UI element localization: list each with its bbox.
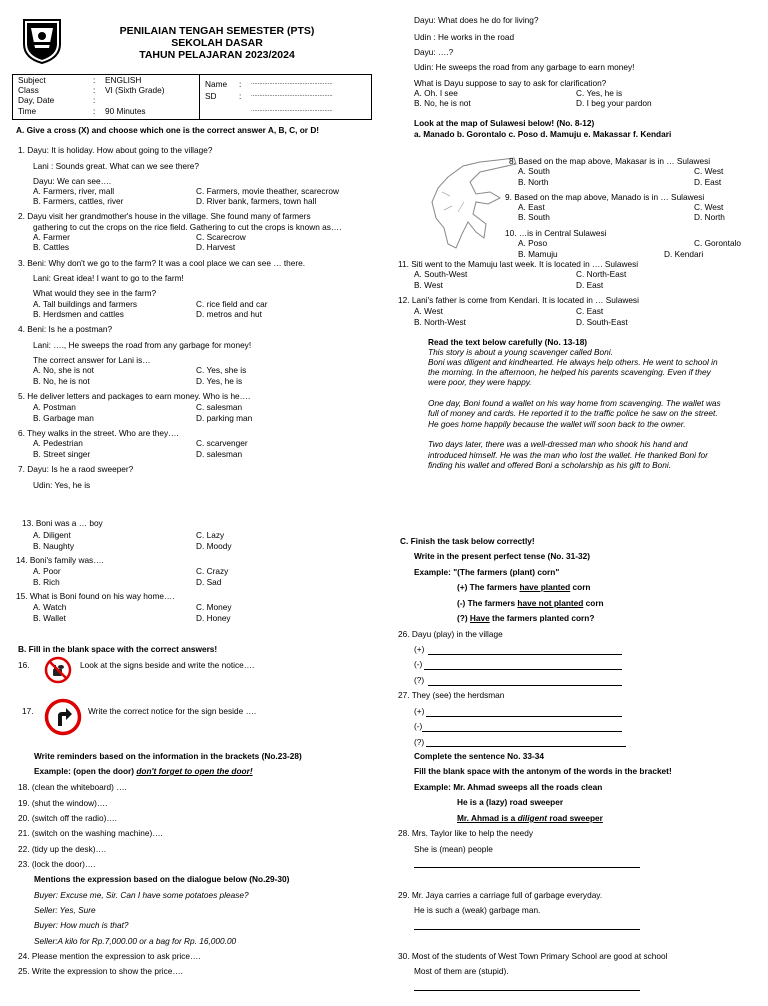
q6-option-a[interactable]: A. Pedestrian	[33, 438, 83, 448]
q6-option-c[interactable]: C. scarvenger	[196, 438, 248, 448]
antonym-example-line3: Mr. Ahmad is a diligent road sweeper	[457, 813, 603, 823]
q13-option-c[interactable]: C. Lazy	[196, 530, 225, 540]
q29-text: 29. Mr. Jaya carries a carriage full of garbage everyday.	[398, 890, 603, 900]
q6-line1: 6. They walks in the street. Who are they….	[18, 428, 179, 438]
dialogue-line4: Seller:A kilo for Rp.7,000.00 or a bag for Rp. 16,000.00	[34, 936, 237, 946]
q29-answer-line[interactable]	[414, 929, 640, 930]
q27-positive-answer-line[interactable]	[426, 716, 622, 717]
sd-label: SD	[205, 91, 217, 101]
class-value: VI (Sixth Grade)	[105, 85, 165, 95]
q30-text: 30. Most of the students of West Town Primary School are good at school	[398, 951, 668, 961]
q16-text: Look at the signs beside and write the notice….	[80, 660, 255, 670]
example-negative: (-) The farmers have not planted corn	[457, 598, 604, 608]
q11-option-a[interactable]: A. South-West	[414, 269, 468, 279]
reading-title: Read the text below carefully (No. 13-18)	[428, 337, 588, 347]
extra-field[interactable]: .................................................	[251, 107, 333, 113]
q4-option-b[interactable]: B. No, he is not	[33, 376, 90, 386]
name-field[interactable]: .................................................	[251, 80, 333, 86]
q9-question: 9. Based on the map above, Manado is in … Sulawesi	[505, 192, 705, 202]
subject-label: Subject	[18, 75, 46, 85]
reading-p3-line1: Two days later, there was a well-dressed man who shook his hand and	[428, 439, 688, 449]
q10-question: 10. …is in Central Sulawesi	[505, 228, 607, 238]
q9-option-c[interactable]: C. West	[694, 202, 724, 212]
time-value: 90 Minutes	[105, 106, 146, 116]
q1-line3: Dayu: We can see….	[33, 176, 112, 186]
q13-question: 13. Boni was a … boy	[22, 518, 103, 528]
header-line3: TAHUN PELAJARAN 2023/2024	[139, 49, 295, 61]
q26-text: 26. Dayu (play) in the village	[398, 629, 503, 639]
q1-option-a[interactable]: A. Farmers, river, mall	[33, 186, 115, 196]
q2-option-b[interactable]: B. Cattles	[33, 242, 69, 252]
q14-option-a[interactable]: A. Poor	[33, 566, 61, 576]
q13-option-b[interactable]: B. Naughty	[33, 541, 75, 551]
q14-option-c[interactable]: C. Crazy	[196, 566, 229, 576]
q26-question-answer-line[interactable]	[428, 685, 622, 686]
rt-option-d[interactable]: D. I beg your pardon	[576, 98, 652, 108]
subject-value: ENGLISH	[105, 75, 142, 85]
q8-option-d[interactable]: D. East	[694, 177, 722, 187]
q11-option-b[interactable]: B. West	[414, 280, 443, 290]
q5-line1: 5. He deliver letters and packages to earn money. Who is he….	[18, 391, 251, 401]
section-c-example: Example: "(The farmers (plant) corn"	[414, 567, 560, 577]
q1-option-b[interactable]: B. Farmers, cattles, river	[33, 196, 124, 206]
q9-option-b[interactable]: B. South	[518, 212, 550, 222]
reading-p2-line2: full of money and cards. He reported it to the traffic police he saw on the street.	[428, 408, 718, 418]
q28-answer-line[interactable]	[414, 867, 640, 868]
q20-text: 20. (switch off the radio)….	[18, 813, 117, 823]
q4-line2: Lani: …., He sweeps the road from any garbage for money!	[33, 340, 252, 350]
q5-option-a[interactable]: A. Postman	[33, 402, 76, 412]
q4-line3: The correct answer for Lani is…	[33, 355, 151, 365]
q4-line1: 4. Beni: Is he a postman?	[18, 324, 113, 334]
rt-line4: Udin: He sweeps the road from any garbage to earn money!	[414, 62, 635, 72]
q28-text: 28. Mrs. Taylor like to help the needy	[398, 828, 533, 838]
reading-p2-line1: One day, Boni found a wallet on his way home from scavenging. The wallet was	[428, 398, 721, 408]
q23-text: 23. (lock the door)….	[18, 859, 96, 869]
q12-option-d[interactable]: D. South-East	[576, 317, 628, 327]
q13-option-a[interactable]: A. Diligent	[33, 530, 71, 540]
q21-text: 21. (switch on the washing machine)….	[18, 828, 163, 838]
q2-option-c[interactable]: C. Scarecrow	[196, 232, 246, 242]
q12-question: 12. Lani's father is come from Kendari. It is located in … Sulawesi	[398, 295, 639, 305]
map-title: Look at the map of Sulawesi below! (No. 8-12)	[414, 118, 595, 128]
reading-p3-line2: introduced himself. He was the man who lost the wallet. He thanked Boni for	[428, 450, 708, 460]
q10-option-a[interactable]: A. Poso	[518, 238, 548, 248]
q29-sentence: He is such a (weak) garbage man.	[414, 905, 541, 915]
time-label: Time	[18, 106, 37, 116]
reading-p3-line3: finding his wallet and offered Boni a scholarship as his gift to Boni.	[428, 460, 672, 470]
q22-text: 22. (tidy up the desk)….	[18, 844, 107, 854]
q13-option-d[interactable]: D. Moody	[196, 541, 232, 551]
sulawesi-map	[418, 152, 518, 252]
q8-option-a[interactable]: A. South	[518, 166, 550, 176]
q12-option-a[interactable]: A. West	[414, 306, 443, 316]
q2-option-a[interactable]: A. Farmer	[33, 232, 70, 242]
q30-answer-line[interactable]	[414, 990, 640, 991]
antonym-example: Example: Mr. Ahmad sweeps all the roads clean	[414, 782, 603, 792]
q27-negative-answer-line[interactable]	[422, 731, 622, 732]
q26-negative-answer-line[interactable]	[424, 669, 622, 670]
q4-option-c[interactable]: C. Yes, she is	[196, 365, 247, 375]
no-food-sign-icon	[44, 656, 72, 684]
q11-option-c[interactable]: C. North-East	[576, 269, 627, 279]
dialogue-line1: Buyer: Excuse me, Sir. Can I have some potatoes please?	[34, 890, 249, 900]
dialogue-line2: Seller: Yes, Sure	[34, 905, 96, 915]
q27-question-answer-line[interactable]	[426, 746, 626, 747]
q8-option-b[interactable]: B. North	[518, 177, 549, 187]
rt-option-c[interactable]: C. Yes, he is	[576, 88, 623, 98]
sd-field[interactable]: .................................................	[251, 92, 333, 98]
q15-option-b[interactable]: B. Wallet	[33, 613, 66, 623]
rt-option-b[interactable]: B. No, he is not	[414, 98, 471, 108]
q15-option-c[interactable]: C. Money	[196, 602, 232, 612]
q8-option-c[interactable]: C. West	[694, 166, 724, 176]
section-c-subtitle: Write in the present perfect tense (No. 31-32)	[414, 551, 590, 561]
q19-text: 19. (shut the window)….	[18, 798, 108, 808]
section-a-title: A. Give a cross (X) and choose which one is the correct answer A, B, C, or D!	[16, 125, 320, 135]
rt-line5: What is Dayu suppose to say to ask for clarification?	[414, 78, 607, 88]
q3-line3: What would they see in the farm?	[33, 288, 157, 298]
school-logo	[22, 18, 62, 64]
q4-option-a[interactable]: A. No, she is not	[33, 365, 94, 375]
q11-option-d[interactable]: D. East	[576, 280, 604, 290]
q1-option-c[interactable]: C. Farmers, movie theather, scarecrow	[196, 186, 339, 196]
header-line2: SEKOLAH DASAR	[171, 37, 263, 49]
q28-sentence: She is (mean) people	[414, 844, 493, 854]
q27-text: 27. They (see) the herdsman	[398, 690, 505, 700]
q15-question: 15. What is Boni found on his way home….	[16, 591, 175, 601]
q8-question: 8. Based on the map above, Makasar is in … Sulawesi	[509, 156, 711, 166]
reading-p2-line3: He goes home happily because the wallet will soon back to the owner.	[428, 419, 686, 429]
q5-option-d[interactable]: D. parking man	[196, 413, 253, 423]
antonym-title: Fill the blank space with the antonym of the words in the bracket!	[414, 766, 672, 776]
q3-line2: Lani: Great idea! I want to go to the farm!	[33, 273, 184, 283]
reading-p1-line1: This story is about a young scavenger called Boni.	[428, 347, 613, 357]
q3-line1: 3. Beni: Why don't we go to the farm? It was a cool place we can see … there.	[18, 258, 306, 268]
class-label: Class	[18, 85, 39, 95]
rt-line1: Dayu: What does he do for living?	[414, 15, 539, 25]
q1-option-d[interactable]: D. River bank, farmers, town hall	[196, 196, 317, 206]
q3-option-b[interactable]: B. Herdsmen and cattles	[33, 309, 124, 319]
q3-option-d[interactable]: D. metros and hut	[196, 309, 262, 319]
q10-option-d[interactable]: D. Kendari	[664, 249, 704, 259]
q6-option-b[interactable]: B. Street singer	[33, 449, 91, 459]
rt-option-a[interactable]: A. Oh. I see	[414, 88, 458, 98]
reminders-example: Example: (open the door) don't forget to open the door!	[34, 766, 253, 776]
q9-option-d[interactable]: D. North	[694, 212, 725, 222]
expression-title: Mentions the expression based on the dialogue below (No.29-30)	[34, 874, 290, 884]
q5-option-b[interactable]: B. Garbage man	[33, 413, 94, 423]
q1-line1: 1. Dayu: It is holiday. How about going to the village?	[18, 145, 213, 155]
q24-text: 24. Please mention the expression to ask price….	[18, 951, 201, 961]
q30-sentence: Most of them are (stupid).	[414, 966, 509, 976]
q18-text: 18. (clean the whiteboard) ….	[18, 782, 127, 792]
section-b-title: B. Fill in the blank space with the correct answers!	[18, 644, 218, 654]
q7-line2: Udin: Yes, he is	[33, 480, 91, 490]
q10-option-c[interactable]: C. Gorontalo	[694, 238, 742, 248]
reading-p1-line2: Boni was diligent and kindhearted. He always help others. He went to school in	[428, 357, 718, 367]
q14-option-d[interactable]: D. Sad	[196, 577, 222, 587]
q25-text: 25. Write the expression to show the price….	[18, 966, 183, 976]
header-line1: PENILAIAN TENGAH SEMESTER (PTS)	[119, 25, 315, 37]
q3-option-c[interactable]: C. rice field and car	[196, 299, 268, 309]
q11-question: 11. Siti went to the Mamuju last week. It is located in …. Sulawesi	[398, 259, 639, 269]
q15-option-d[interactable]: D. Honey	[196, 613, 231, 623]
q14-question: 14. Boni's family was….	[16, 555, 104, 565]
q6-option-d[interactable]: D. salesman	[196, 449, 243, 459]
q1-line2: Lani : Sounds great. What can we see there?	[33, 161, 200, 171]
map-options: a. Manado b. Gorontalo c. Poso d. Mamuju e. Makassar f. Kendari	[414, 129, 672, 139]
no-right-turn-sign-icon	[44, 698, 82, 736]
q2-option-d[interactable]: D. Harvest	[196, 242, 236, 252]
rt-line2: Udin : He works in the road	[414, 32, 515, 42]
example-question: (?) Have the farmers planted corn?	[457, 613, 595, 623]
q4-option-d[interactable]: D. Yes, he is	[196, 376, 243, 386]
q14-option-b[interactable]: B. Rich	[33, 577, 60, 587]
name-label: Name	[205, 79, 228, 89]
dialogue-line3: Buyer: How much is that?	[34, 920, 129, 930]
antonym-example-line2: He is a (lazy) road sweeper	[457, 797, 564, 807]
q9-option-a[interactable]: A. East	[518, 202, 545, 212]
complete-title: Complete the sentence No. 33-34	[414, 751, 545, 761]
q26-positive-answer-line[interactable]	[428, 654, 622, 655]
example-positive: (+) The farmers have planted corn	[457, 582, 591, 592]
day-label: Day, Date	[18, 95, 55, 105]
q12-option-b[interactable]: B. North-West	[414, 317, 466, 327]
reminders-title: Write reminders based on the information in the brackets (No.23-28)	[34, 751, 302, 761]
rt-line3: Dayu: ….?	[414, 47, 454, 57]
q2-line2: gathering to cut the crops on the rice field. Gathering to cut the crops is known as….	[33, 222, 342, 232]
section-c-title: C. Finish the task below correctly!	[400, 536, 535, 546]
q3-option-a[interactable]: A. Tall buildings and farmers	[33, 299, 138, 309]
q12-option-c[interactable]: C. East	[576, 306, 604, 316]
q2-line1: 2. Dayu visit her grandmother's house in the village. She found many of farmers	[18, 211, 311, 221]
reading-p1-line4: were poor, they were happy.	[428, 377, 532, 387]
student-info-box: Subject : ENGLISH Class : VI (Sixth Grade) Day, Date : Time : 90 Minutes Name : ................................................. SD : ................................................. .................................................	[12, 74, 372, 120]
q17-text: Write the correct notice for the sign beside ….	[88, 706, 257, 716]
q7-line1: 7. Dayu: Is he a raod sweeper?	[18, 464, 134, 474]
reading-p1-line3: the morning. In the afternoon, he helped his parents scavenging. Even if they	[428, 367, 711, 377]
q5-option-c[interactable]: C. salesman	[196, 402, 243, 412]
q10-option-b[interactable]: B. Mamuju	[518, 249, 558, 259]
q15-option-a[interactable]: A. Watch	[33, 602, 67, 612]
